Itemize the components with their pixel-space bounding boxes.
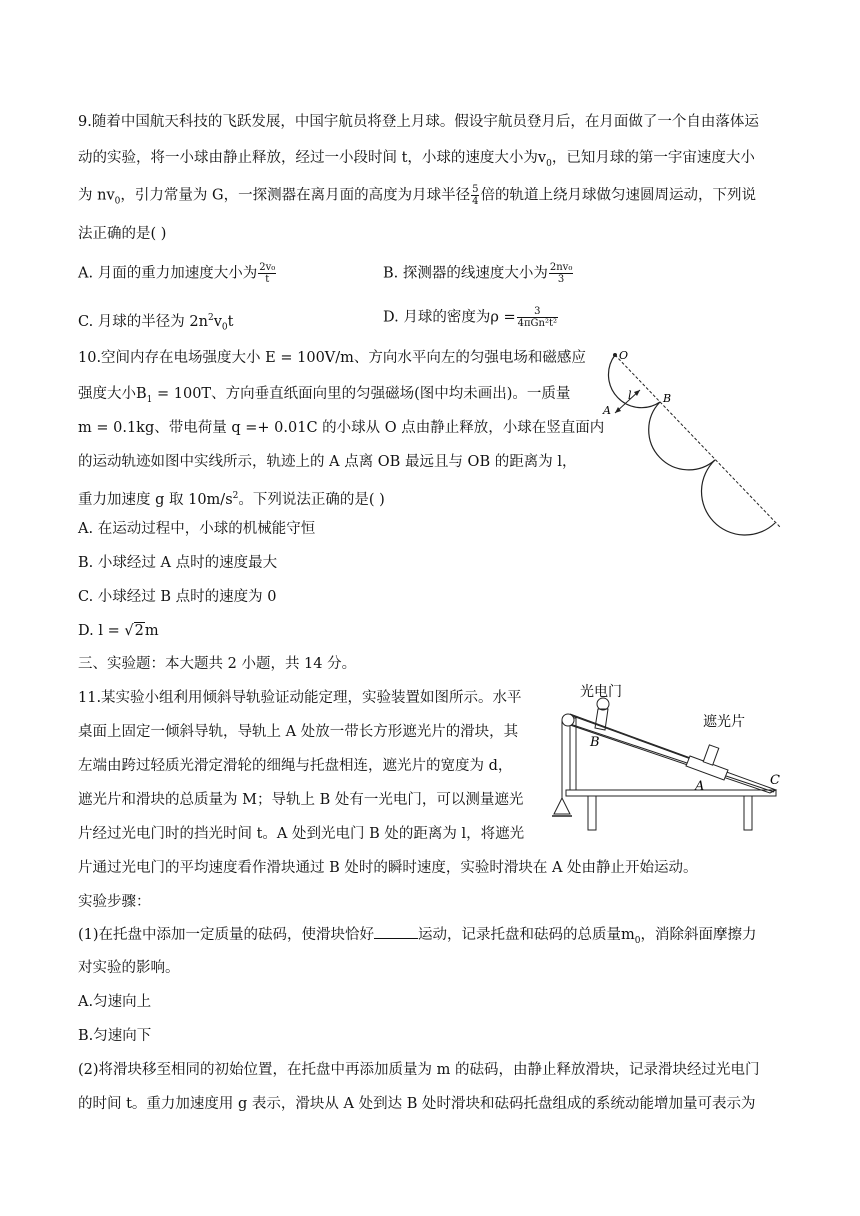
q10-line-5b: 。下列说法正确的是( )	[238, 491, 385, 508]
q9-option-b	[383, 262, 574, 285]
label-shading-plate: 遮光片	[703, 714, 745, 730]
q9-a-den: t	[265, 274, 270, 285]
pulley	[562, 714, 574, 726]
q9-b-frac	[549, 262, 573, 285]
q10-d-unit: m	[144, 623, 159, 639]
q10-line-5a: 重力加速度 g 取 10m/s	[78, 491, 233, 508]
q11-steps-heading: 实验步骤：	[78, 894, 151, 910]
table-leg-right	[744, 796, 752, 830]
label-l: l	[628, 389, 632, 402]
q11-option-a: A.匀速向上	[78, 994, 152, 1010]
q10-line-2b: = 100T、方向垂直纸面向里的匀强磁场(图中均未画出)。一质量	[152, 386, 571, 402]
q9-line-2	[78, 148, 755, 174]
string-to-slider	[570, 714, 696, 760]
q9-line-3c: 倍的轨道上绕月球做匀速圆周运动，下列说	[480, 187, 756, 204]
q9-option-c	[78, 308, 233, 338]
q9-c-sub: 0	[221, 322, 228, 333]
trajectory-arc-3	[702, 460, 776, 535]
q9-fraction	[471, 184, 479, 207]
q9-option-a	[78, 262, 277, 285]
section-3-heading: 三、实验题：本大题共 2 小题，共 14 分。	[78, 656, 357, 672]
q9-c-mid: v	[213, 313, 222, 330]
q11-step-1a: (1)在托盘中添加一定质量的砝码，使滑块恰好	[78, 927, 375, 943]
q9-option-d	[383, 306, 559, 329]
q9-c-text: C. 月球的半径为 2n	[78, 313, 208, 330]
q9-line-3b: ，引力常量为 G，一探测器在离月面的高度为月球半径	[120, 187, 471, 204]
q10-sub: 1	[146, 394, 153, 405]
trajectory-arc-2	[649, 402, 715, 470]
q9-line-2-end: ，已知月球的第一宇宙速度大小	[551, 150, 755, 166]
q11-line-1: 11.某实验小组利用倾斜导轨验证动能定理，实验装置如图所示。水平	[78, 690, 522, 706]
q9-d-num: 3	[517, 306, 558, 318]
q9-a-frac	[258, 262, 276, 285]
q11-step-2-cont: 的时间 t。重力加速度用 g 表示，滑块从 A 处到达 B 处时滑块和砝码托盘组成的系统动能增加量可表示为	[78, 1096, 756, 1112]
q11-step-1c: ，消除斜面摩擦力	[640, 927, 757, 943]
q10-line-5	[78, 486, 385, 510]
q9-b-text: B. 探测器的线速度大小为	[383, 265, 548, 282]
q11-line-3: 左端由跨过轻质光滑定滑轮的细绳与托盘相连，遮光片的宽度为 d，	[78, 758, 513, 774]
label-a: A	[695, 779, 705, 794]
q9-line-2-text: 动的实验，将一小球由静止释放，经过一小段时间 t，小球的速度大小为v	[78, 150, 547, 166]
q11-sub: 0	[634, 935, 641, 946]
q9-line-3	[78, 184, 756, 211]
q11-line-6: 片通过光电门的平均速度看作滑块通过 B 处时的瞬时速度，实验时滑块在 A 处由静止开始运动。	[78, 860, 698, 876]
q10-line-1: 10.空间内存在电场强度大小 E = 100V/m、方向水平向左的匀强电场和磁感应	[78, 350, 586, 366]
incline-rail	[570, 715, 776, 793]
q9-a-num: 2v₀	[259, 262, 276, 273]
q11-line-5: 片经过光电门时的挡光时间 t。A 处到光电门 B 处的距离为 l，将遮光	[78, 826, 525, 842]
q10-option-b: B. 小球经过 A 点时的速度最大	[78, 555, 278, 571]
q9-a-text: A. 月面的重力加速度大小为	[78, 265, 258, 282]
q9-line-4: 法正确的是( )	[78, 226, 167, 242]
q11-step-1b: 运动，记录托盘和砝码的总质量m	[418, 927, 635, 943]
q10-trajectory-figure	[595, 345, 790, 540]
q10-option-c: C. 小球经过 B 点时的速度为 0	[78, 589, 277, 605]
q10-line-2	[78, 384, 570, 410]
q11-step-1-cont: 对实验的影响。	[78, 960, 180, 976]
q11-line-2: 桌面上固定一倾斜导轨，导轨上 A 处放一带长方形遮光片的滑块，其	[78, 724, 519, 740]
q10-sup: 2	[232, 491, 239, 501]
support-post	[570, 718, 576, 790]
q9-sub: 0	[546, 158, 552, 169]
q9-b-num: 2nv₀	[549, 262, 573, 273]
table-top	[566, 790, 776, 796]
label-b: B	[590, 735, 600, 750]
incline-edge	[570, 724, 774, 792]
q10-option-d: D. l = √2m	[78, 623, 159, 639]
q9-b-den: 3	[557, 274, 565, 285]
trajectory-arc-1	[608, 355, 660, 408]
q10-option-a: A. 在运动过程中，小球的机械能守恒	[78, 521, 316, 537]
q9-d-frac	[517, 306, 558, 329]
q11-apparatus-figure	[548, 680, 793, 835]
pan-hanger	[554, 798, 570, 814]
shading-plate	[703, 745, 719, 765]
label-b: B	[663, 392, 672, 405]
q11-line-4: 遮光片和滑块的总质量为 M；导轨上 B 处有一光电门，可以测量遮光	[78, 792, 524, 808]
q9-sub-2: 0	[114, 196, 121, 207]
q9-line-1: 9.随着中国航天科技的飞跃发展，中国宇航员将登上月球。假设宇航员登月后，在月面做了一个自由落体运	[78, 114, 759, 130]
label-a: A	[603, 404, 611, 417]
q10-d-radicand: 2	[134, 623, 144, 639]
q9-c-end: t	[227, 313, 234, 330]
q10-line-2a: 强度大小B	[78, 386, 147, 402]
label-o: O	[619, 349, 629, 362]
label-photogate: 光电门	[580, 684, 622, 700]
table-leg-left	[588, 796, 596, 830]
q11-step-1	[78, 924, 757, 951]
q10-line-3: m = 0.1kg、带电荷量 q =+ 0.01C 的小球从 O 点由静止释放，小球在竖直面内	[78, 420, 605, 436]
q9-d-den: 4πGn²t²	[517, 318, 558, 329]
q9-frac-num: 5	[472, 184, 479, 195]
q9-d-text: D. 月球的密度为ρ =	[383, 309, 516, 326]
q9-frac-den: 4	[472, 196, 479, 207]
q9-c-sup: 2	[207, 313, 214, 323]
q11-option-b: B.匀速向下	[78, 1028, 152, 1044]
point-o	[613, 353, 617, 357]
q10-line-4: 的运动轨迹如图中实线所示，轨迹上的 A 点离 OB 最远且与 OB 的距离为 l，	[78, 454, 577, 470]
label-c: C	[770, 773, 780, 788]
q11-step-2: (2)将滑块移至相同的初始位置，在托盘中再添加质量为 m 的砝码，由静止释放滑块，记录滑块经过光电门	[78, 1062, 760, 1078]
answer-blank[interactable]	[374, 924, 418, 939]
ob-dashed-line	[615, 355, 780, 527]
q9-line-3a: 为 nv	[78, 187, 115, 204]
q10-d-text: D. l =	[78, 623, 125, 639]
